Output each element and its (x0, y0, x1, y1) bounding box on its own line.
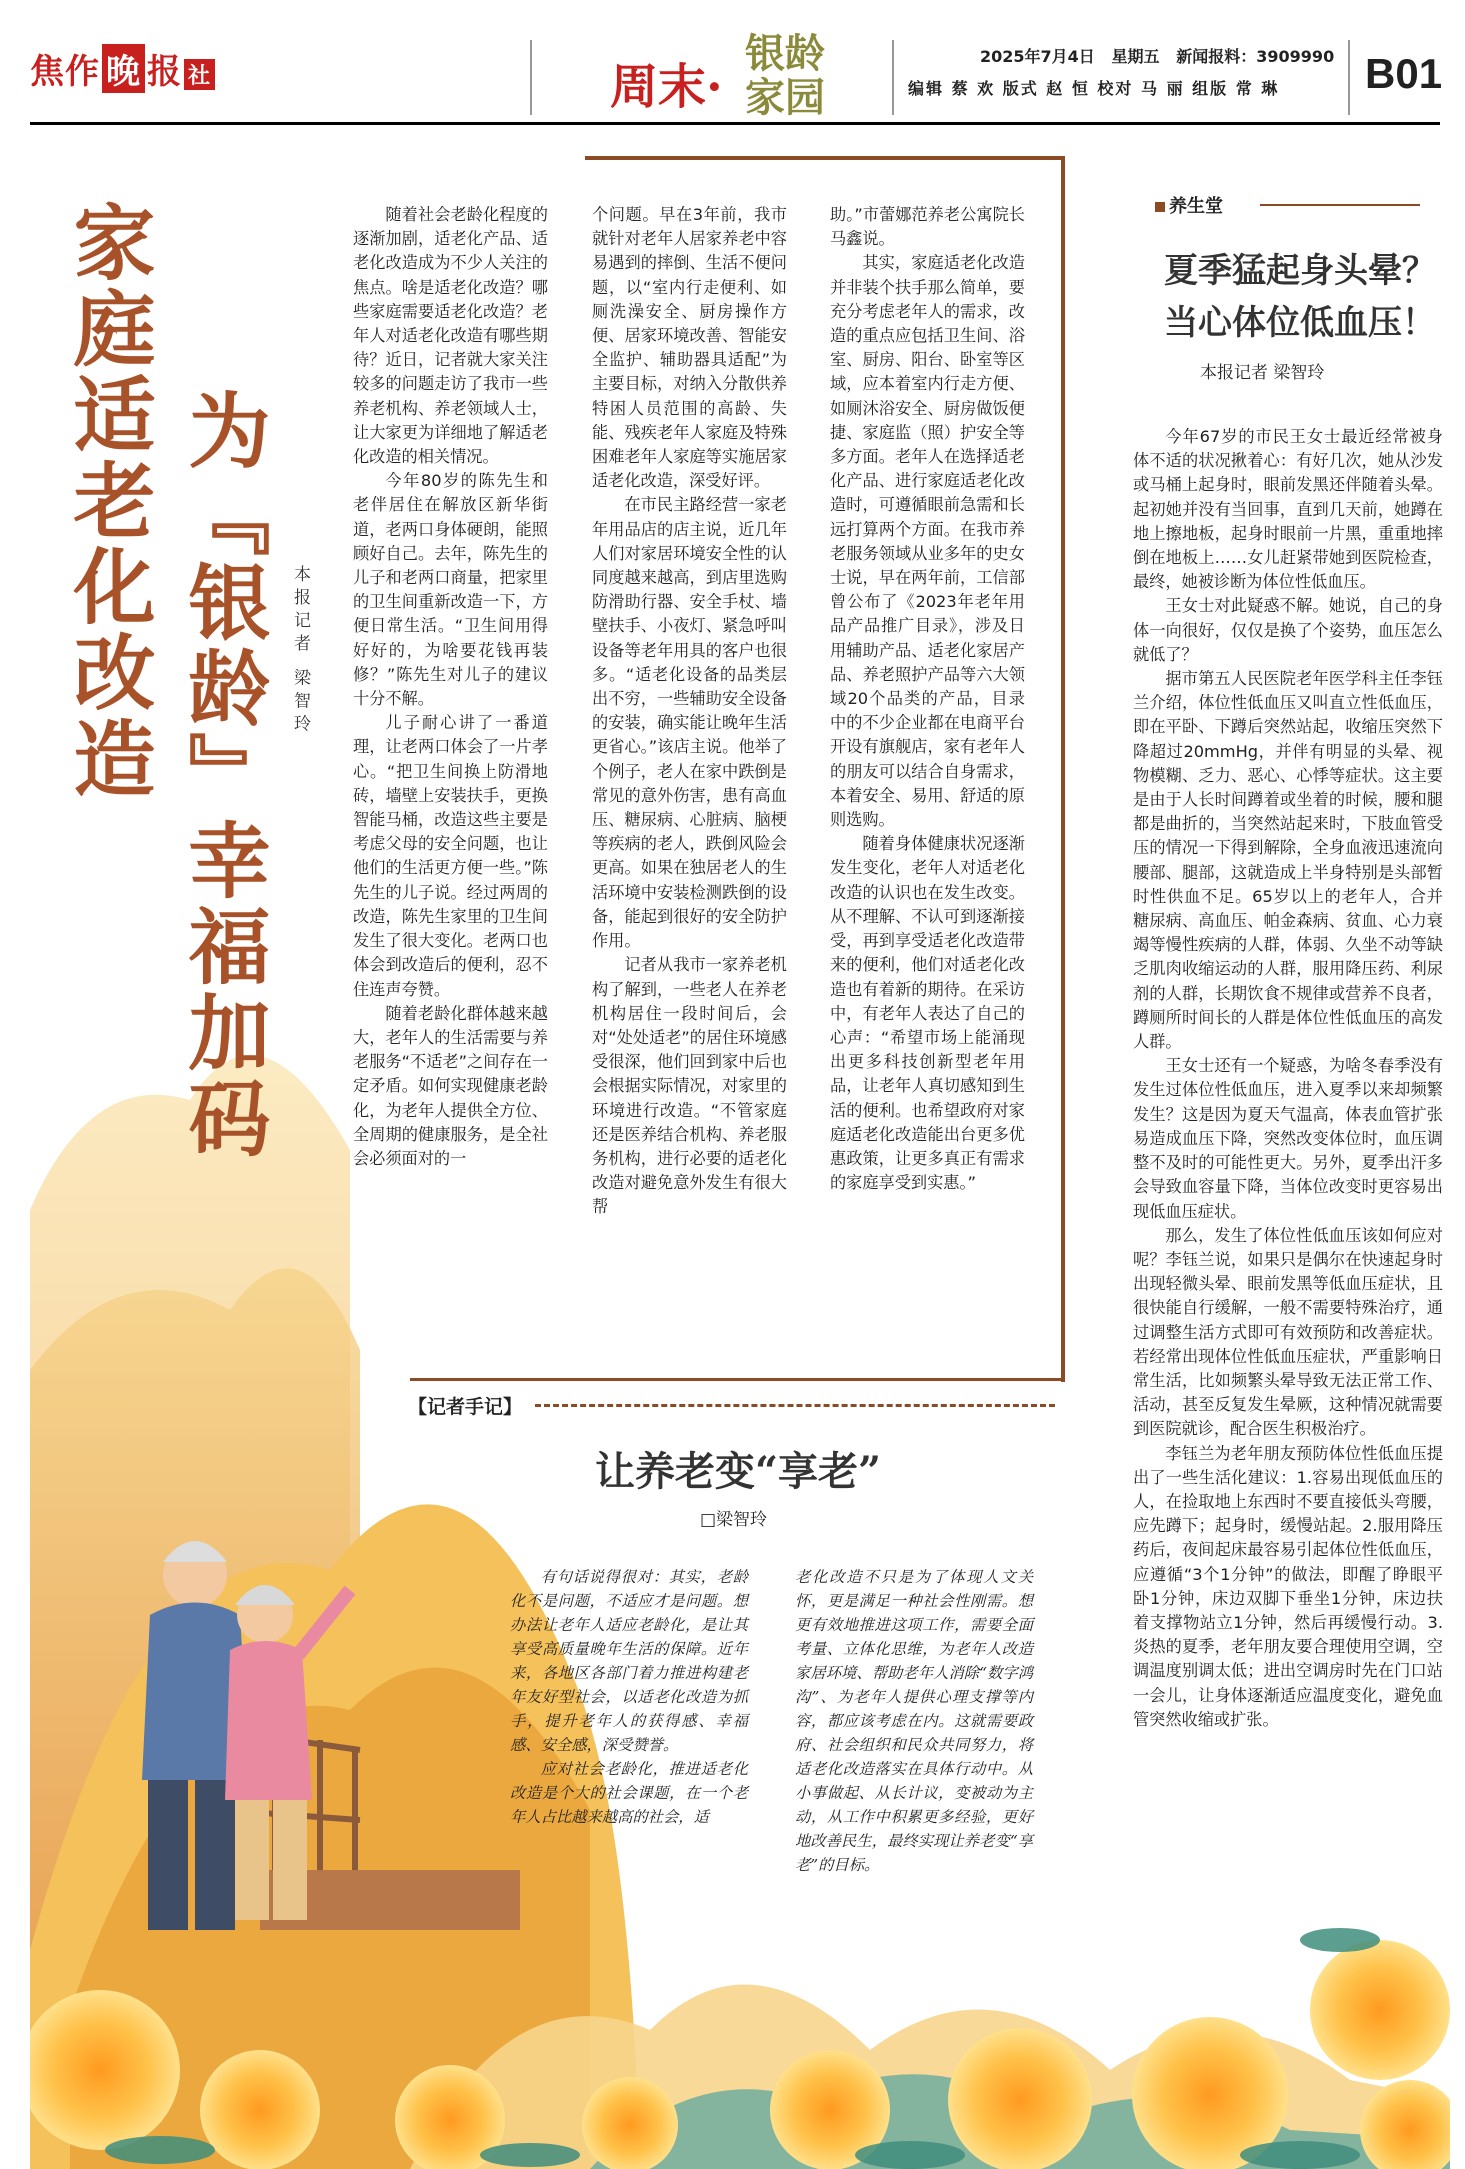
article-paragraph: 在市民主路经营一家老年用品店的店主说，近几年人们对家居环境安全性的认同度越来越高，到店里选购防滑助行器、安全手杖、墙壁扶手、小夜灯、紧急呼叫设备等老年用具的客户也很多。“适老化设备的品类层出不穷，一些辅助安全设备的安装，确实能让晚年生活更省心。”该店主说。他举了个例子，老人在家中跌倒是常见的意外伤害，患有高血压、糖尿病、心脏病、脑梗等疾病的老人，跌倒风险会更高。如果在独居老人的生活环境中安装检测跌倒的设备，能起到很好的安全防护作用。 (592, 495, 787, 951)
article-column-2 (592, 203, 787, 1220)
note-paragraph: 应对社会老龄化，推进适老化改造是个大的社会课题，在一个老年人占比越来越高的社会，适 (510, 1760, 748, 1826)
sidebar-paragraph: 那么，发生了体位性低血压该如何应对呢？李钰兰说，如果只是偶尔在快速起身时出现轻微头晕、眼前发黑等低血压症状，且很快能自行缓解，一般不需要特殊治疗，通过调整生活方式即可有效预防和改善症状。若经常出现体位性低血压症状，严重影响日常生活，比如频繁头晕导致无法正常工作、活动，甚至反复发生晕厥，这种情况就需要到医院就诊，配合医生积极治疗。 (1133, 1225, 1443, 1439)
masthead-divider-right (892, 40, 894, 115)
masthead (30, 30, 1443, 125)
logo-text-1: 焦作 (30, 52, 100, 92)
article-column-1 (353, 203, 548, 1171)
article-column-3 (830, 203, 1025, 1195)
note-byline: □梁智玲 (700, 1510, 768, 1530)
article-paragraph: 记者从我市一家养老机构了解到，一些老人在养老机构居住一段时间后，会对“处处适老”的居住环境感受很深，他们回到家中后也会根据实际情况，对家里的环境进行改造。“不管家庭还是医养结合机构、养老服务机构，进行必要的适老化改造对避免意外发生有很大帮 (592, 955, 787, 1217)
sidebar-headline-line1: 夏季猛起身头晕？ (1164, 251, 1436, 291)
sidebar-section-label (1155, 192, 1223, 218)
sidebar-headline (1140, 245, 1460, 349)
note-dashed-rule (535, 1404, 1055, 1407)
masthead-date-line (980, 44, 1334, 67)
note-paragraph: 老化改造不只是为了体现人文关怀，更是满足一种社会性刚需。想更有效地推进这项工作，需要全面考量、立体化思维，为老年人改造家居环境、帮助老年人消除“数字鸿沟”、为老年人提供心理支撑等内容，都应该考虑在内。这就需要政府、社会组织和民众共同努力，将适老化改造落实在具体行动中。从小事做起、从长计议，变被动为主动，从工作中积累更多经验，更好地改善民生，最终实现让养老变“享老”的目标。 (795, 1568, 1033, 1874)
section-weekend: 周末· (610, 59, 723, 115)
sidebar-paragraph: 据市第五人民医院老年医学科主任李钰兰介绍，体位性低血压又叫直立性低血压，即在平卧、下蹲后突然站起，收缩压突然下降超过20mmHg，并伴有明显的头晕、视物模糊、乏力、恶心、心悸等症状。这主要是由于人长时间蹲着或坐着的时候，腰和腿都是曲折的，当突然站起来时，下肢血管受压的情况一下得到解除，全身血液迅速流向腰部、腿部，这就造成上半身特别是头部暂时性供血不足。65岁以上的老年人，合并糖尿病、高血压、帕金森病、贫血、心力衰竭等慢性疾病的人群，体弱、久坐不动等缺乏肌肉收缩运动的人群，服用降压药、利尿剂的人群，长期饮食不规律或营养不良者，蹲厕所时间长的人群是体位性低血压的高发人群。 (1133, 669, 1443, 1052)
logo-text-2: 晚 (102, 44, 145, 93)
sidebar-rule (1260, 204, 1420, 206)
main-byline: 本报记者 梁智玲 (290, 565, 310, 738)
main-headline: 家庭适老化改造 (60, 200, 156, 802)
sidebar-paragraph: 王女士还有一个疑惑，为啥冬春季没有发生过体位性低血压，进入夏季以来却频繁发生？这是因为夏天气温高，体表血管扩张易造成血压下降，突然改变体位时，血压调整不及时的可能性更大。另外，夏季出汗多会导致血容量下降，当体位改变时更容易出现低血压症状。 (1133, 1056, 1443, 1221)
page-number: B01 (1365, 50, 1443, 97)
section-silver-home: 银龄家园 (745, 30, 825, 121)
article-frame-top (585, 156, 1065, 160)
article-frame-right (1061, 156, 1065, 1382)
masthead-divider-left (530, 40, 532, 115)
article-paragraph: 儿子耐心讲了一番道理，让老两口体会了一片孝心。“把卫生间换上防滑地砖，墙壁上安装扶手，更换智能马桶，改造这些主要是考虑父母的安全问题，也让他们的生活更方便一些。”陈先生的儿子说。经过两周的改造，陈先生家里的卫生间发生了很大变化。老两口也体会到改造后的便利，忍不住连声夸赞。 (353, 713, 548, 999)
sidebar-paragraph: 李钰兰为老年朋友预防体位性低血压提出了一些生活化建议：1.容易出现低血压的人，在捡取地上东西时不要直接低头弯腰，应先蹲下；起身时，缓慢站起。2.服用降压药后，夜间起床最容易引起体位性低血压，应遵循“3个1分钟”的做法，即醒了睁眼平卧1分钟，床边双脚下垂坐1分钟，床边扶着支撑物站立1分钟，然后再缓慢行动。3.炎热的夏季，老年朋友要合理使用空调，空调温度别调太低；进出空调房时先在门口站一会儿，让身体逐渐适应温度变化，避免血管突然收缩或扩张。 (1133, 1443, 1443, 1729)
editor-credits: 编辑 蔡 欢 版式 赵 恒 校对 马 丽 组版 常 琳 (908, 79, 1280, 98)
news-hotline: 新闻报料：3909990 (1176, 47, 1335, 66)
masthead-divider-page (1348, 40, 1350, 115)
logo-text-4: 社 (184, 59, 215, 90)
section-title (570, 30, 890, 121)
sidebar-headline-line2: 当心体位低血压！ (1164, 303, 1436, 343)
main-subheadline: 为『银龄』幸福加码 (175, 388, 271, 1162)
article-paragraph: 随着老龄化群体越来越大，老年人的生活需要与养老服务“不适老”之间存在一定矛盾。如何实现健康老龄化，为老年人提供全方位、全周期的健康服务，是全社会必须面对的一 (353, 1003, 548, 1168)
article-paragraph: 个问题。早在3年前，我市就针对老年人居家养老中容易遇到的摔倒、生活不便问题，以“室内行走便利、如厕洗澡安全、厨房操作方便、居家环境改善、智能安全监护、辅助器具适配”为主要目标，对纳入分散供养特困人员范围的高龄、失能、残疾老年人家庭及特殊困难老年人家庭等实施居家适老化改造，深受好评。 (592, 205, 787, 491)
article-frame-bottom (410, 1378, 1065, 1381)
note-column-right (795, 1565, 1033, 1877)
note-headline: 让养老变“享老” (595, 1448, 882, 1495)
article-paragraph: 其实，家庭适老化改造并非装个扶手那么简单，要充分考虑老年人的需求，改造的重点应包括卫生间、浴室、厨房、阳台、卧室等区域，应本着室内行走方便、如厕沐浴安全、厨房做饭便捷、家庭监（照）护安全等多方面。老年人在选择适老化产品、进行家庭适老化改造时，可遵循眼前急需和长远打算两个方面。在我市养老服务领域从业多年的史女士说，早在两年前，工信部曾公布了《2023年老年用品产品推广目录》，涉及日用辅助产品、适老化家居产品、养老照护产品等六大领域20个品类的产品，目录中的不少企业都在电商平台开设有旗舰店，家有老年人的朋友可以结合自身需求，本着安全、易用、舒适的原则选购。 (830, 253, 1025, 830)
issue-weekday: 星期五 (1111, 47, 1160, 66)
sidebar-paragraph: 王女士对此疑惑不解。她说，自己的身体一向很好，仅仅是换了个姿势，血压怎么就低了？ (1133, 596, 1443, 664)
sidebar-body (1133, 425, 1443, 1732)
note-paragraph: 有句话说得很对：其实，老龄化不是问题，不适应才是问题。想办法让老年人适应老龄化，是让其享受高质量晚年生活的保障。近年来，各地区各部门着力推进构建老年友好型社会，以适老化改造为抓手，提升老年人的获得感、幸福感、安全感，深受赞誉。 (510, 1568, 748, 1754)
sidebar-byline: 本报记者 梁智玲 (1200, 363, 1325, 383)
article-paragraph: 助。”市蕾娜范养老公寓院长马鑫说。 (830, 205, 1025, 249)
newspaper-logo (30, 44, 217, 93)
note-label: 【记者手记】 (408, 1396, 523, 1418)
note-column-left (510, 1565, 748, 1829)
issue-date: 2025年7月4日 (980, 47, 1095, 66)
logo-text-3: 报 (147, 52, 182, 92)
article-paragraph: 随着身体健康状况逐渐发生变化，老年人对适老化改造的认识也在发生改变。从不理解、不认可到逐渐接受，再到享受适老化改造带来的便利，他们对适老化改造也有着新的期待。在采访中，有老年人表达了自己的心声：“希望市场上能涌现出更多科技创新型老年用品，让老年人真切感知到生活的便利。也希望政府对家庭适老化改造能出台更多优惠政策，让更多真正有需求的家庭享受到实惠。” (830, 834, 1025, 1193)
masthead-rule (30, 122, 1440, 125)
sidebar-label-text: 养生堂 (1169, 196, 1223, 217)
sidebar-paragraph: 今年67岁的市民王女士最近经常被身体不适的状况揪着心：有好几次，她从沙发或马桶上起身时，眼前发黑还伴随着头晕。起初她并没有当回事，直到几天前，她蹲在地上擦地板，起身时眼前一片黑，重重地摔倒在地板上……女儿赶紧带她到医院检查，最终，她被诊断为体位性低血压。 (1133, 427, 1443, 592)
square-bullet-icon (1155, 202, 1165, 212)
article-paragraph: 今年80岁的陈先生和老伴居住在解放区新华街道，老两口身体硬朗，能照顾好自己。去年，陈先生的儿子和老两口商量，把家里的卫生间重新改造一下，方便日常生活。“卫生间用得好好的，为啥要花钱再装修？”陈先生对儿子的建议十分不解。 (353, 471, 548, 709)
article-paragraph: 随着社会老龄化程度的逐渐加剧，适老化产品、适老化改造成为不少人关注的焦点。啥是适老化改造？哪些家庭需要适老化改造？老年人对适老化改造有哪些期待？近日，记者就大家关注较多的问题走访了我市一些养老机构、养老领域人士，让大家更为详细地了解适老化改造的相关情况。 (353, 205, 548, 467)
